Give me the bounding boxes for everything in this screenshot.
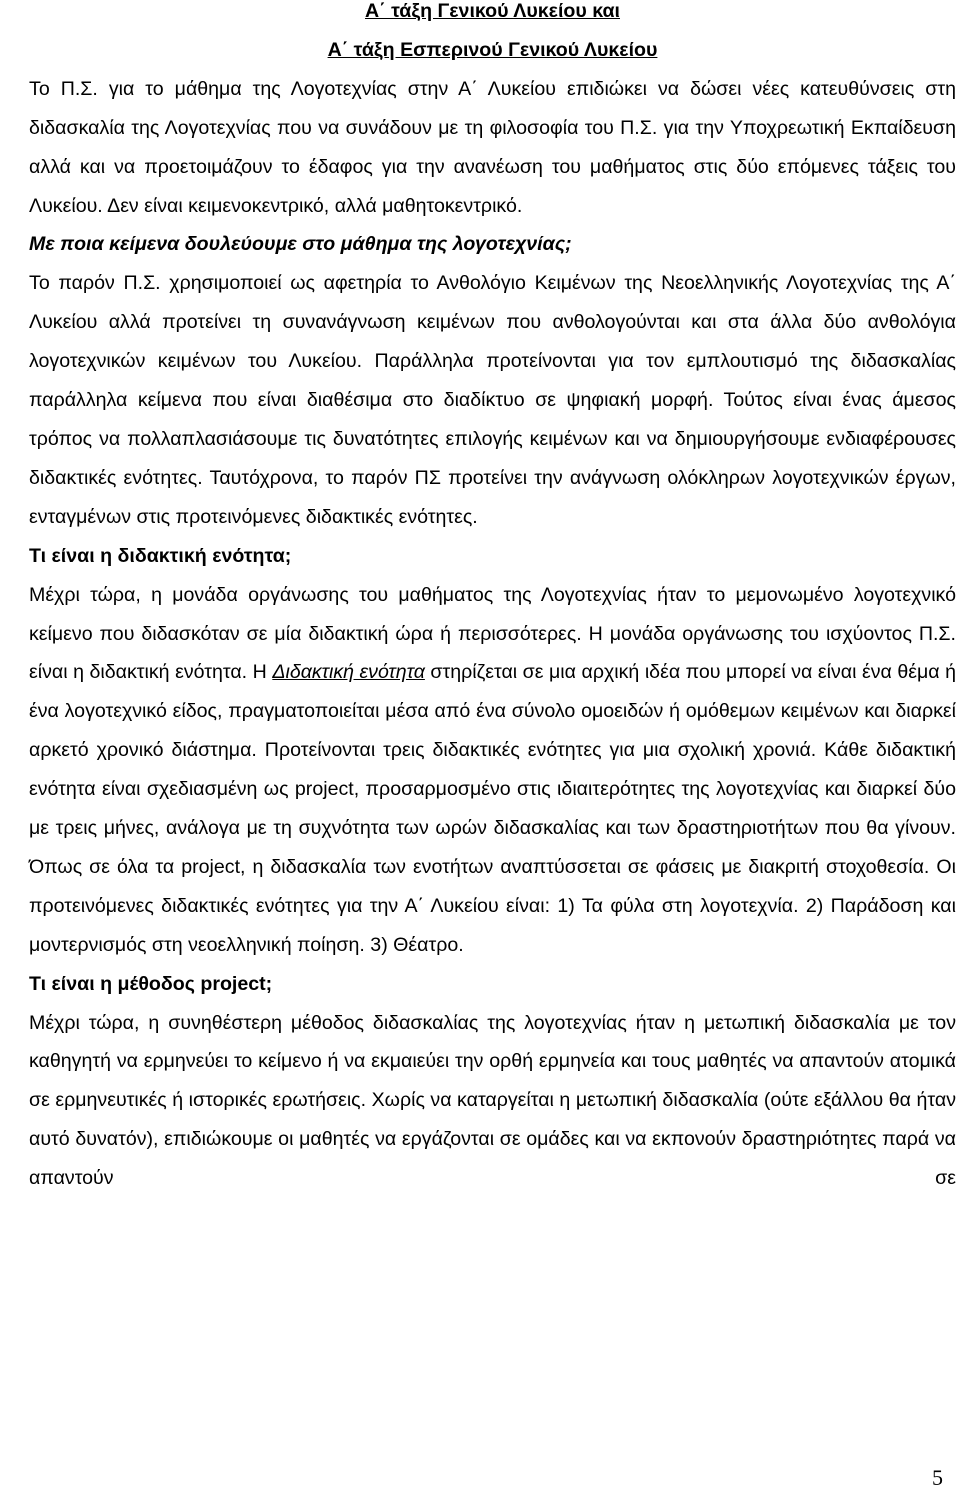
- page-number: 5: [932, 1465, 943, 1490]
- section-heading-teaching-unit: Τι είναι η διδακτική ενότητα;: [29, 544, 292, 567]
- teaching-unit-text-after: στηρίζεται σε μια αρχική ιδέα που μπορεί να είναι ένα θέμα ή ένα λογοτεχνικό είδος, πραγματοποιείται μέσα από ένα σύνολο ομοειδών ή ομόθεμων κειμένων και διαρκεί αρκετό χρονικό διάστημα. Προτείνονται τρεις διδακτικές ενότητες για μια σχολική χρονιά. Κάθε διδακτική ενότητα είναι σχεδιασμένη ως project, προσαρμοσμένο στις ιδιαιτερότητες της λογοτεχνίας και διαρκεί δύο με τρεις μήνες, ανάλογα με τη συχνότητα των ωρών διδασκαλίας και των δραστηριοτήτων που θα γίνουν. Όπως σε όλα τα project, η διδασκαλία των ενοτήτων αναπτύσσεται σε φάσεις με διακριτή στοχοθεσία. Οι προτεινόμενες διδακτικές ενότητες για την Α΄ Λυκείου είναι: 1) Τα φύλα στη λογοτεχνία. 2) Παράδοση και μοντερνισμός στη νεοελληνική ποίηση. 3) Θέατρο.: [29, 661, 956, 956]
- intro-paragraph: Το Π.Σ. για το μάθημα της Λογοτεχνίας στην Α΄ Λυκείου επιδιώκει να δώσει νέες κατευθύνσεις στη διδασκαλία της Λογοτεχνίας που να συνάδουν με τη φιλοσοφία του Π.Σ. για την Υποχρεωτική Εκπαίδευση αλλά και να προετοιμάζουν το έδαφος για την ανανέωση του μαθήματος στις δύο επόμενες τάξεις του Λυκείου. Δεν είναι κειμενοκεντρικό, αλλά μαθητοκεντρικό.: [29, 77, 956, 217]
- title-line-1: Α΄ τάξη Γενικού Λυκείου και: [364, 0, 620, 22]
- document-body: [29, 0, 956, 1198]
- document-title: [29, 0, 956, 70]
- teaching-unit-paragraph: [29, 576, 956, 965]
- teaching-unit-emphasis: Διδακτική ενότητα: [272, 661, 425, 684]
- texts-paragraph: Το παρόν Π.Σ. χρησιμοποιεί ως αφετηρία το Ανθολόγιο Κειμένων της Νεοελληνικής Λογοτεχνίας της Α΄ Λυκείου αλλά προτείνει τη συνανάγνωση κειμένων που ανθολογούνται και στα άλλα δύο ανθολόγια λογοτεχνικών κειμένων του Λυκείου. Παράλληλα προτείνονται για τον εμπλουτισμό της διδασκαλίας παράλληλα κείμενα που είναι διαθέσιμα στο διαδίκτυο σε ψηφιακή μορφή. Τούτος είναι ένας άμεσος τρόπος να πολλαπλασιάσουμε τις δυνατότητες επιλογής κειμένων και να δημιουργήσουμε ενδιαφέρουσες διδακτικές ενότητες. Ταυτόχρονα, το παρόν ΠΣ προτείνει την ανάγνωση ολόκληρων λογοτεχνικών έργων, ενταγμένων στις προτεινόμενες διδακτικές ενότητες.: [29, 272, 956, 528]
- section-heading-project-method: Τι είναι η μέθοδος project;: [29, 972, 273, 995]
- project-method-paragraph: Μέχρι τώρα, η συνηθέστερη μέθοδος διδασκαλίας της λογοτεχνίας ήταν η μετωπική διδασκαλία με τον καθηγητή να ερμηνεύει το κείμενο ή να εκμαιεύει την ορθή ερμηνεία και τους μαθητές να απαντούν ατομικά σε ερμηνευτικές ή ιστορικές ερωτήσεις. Χωρίς να καταργείται η μετωπική διδασκαλία (ούτε εξάλλου θα ήταν αυτό δυνατόν), επιδιώκουμε οι μαθητές να εργάζονται σε ομάδες και να εκπονούν δραστηριότητες παρά να απαντούν σε: [29, 1011, 956, 1190]
- section-heading-texts: Με ποια κείμενα δουλεύουμε στο μάθημα της λογοτεχνίας;: [29, 233, 572, 256]
- title-line-2: Α΄ τάξη Εσπερινού Γενικού Λυκείου: [327, 38, 658, 61]
- teaching-unit-text-before: Μέχρι τώρα, η μονάδα οργάνωσης του μαθήματος της Λογοτεχνίας ήταν το μεμονωμένο λογοτεχνικό κείμενο που διδασκόταν σε μία διδακτική ώρα ή περισσότερες. Η μονάδα οργάνωσης του ισχύοντος Π.Σ. είναι η διδακτική ενότητα. Η: [29, 583, 956, 684]
